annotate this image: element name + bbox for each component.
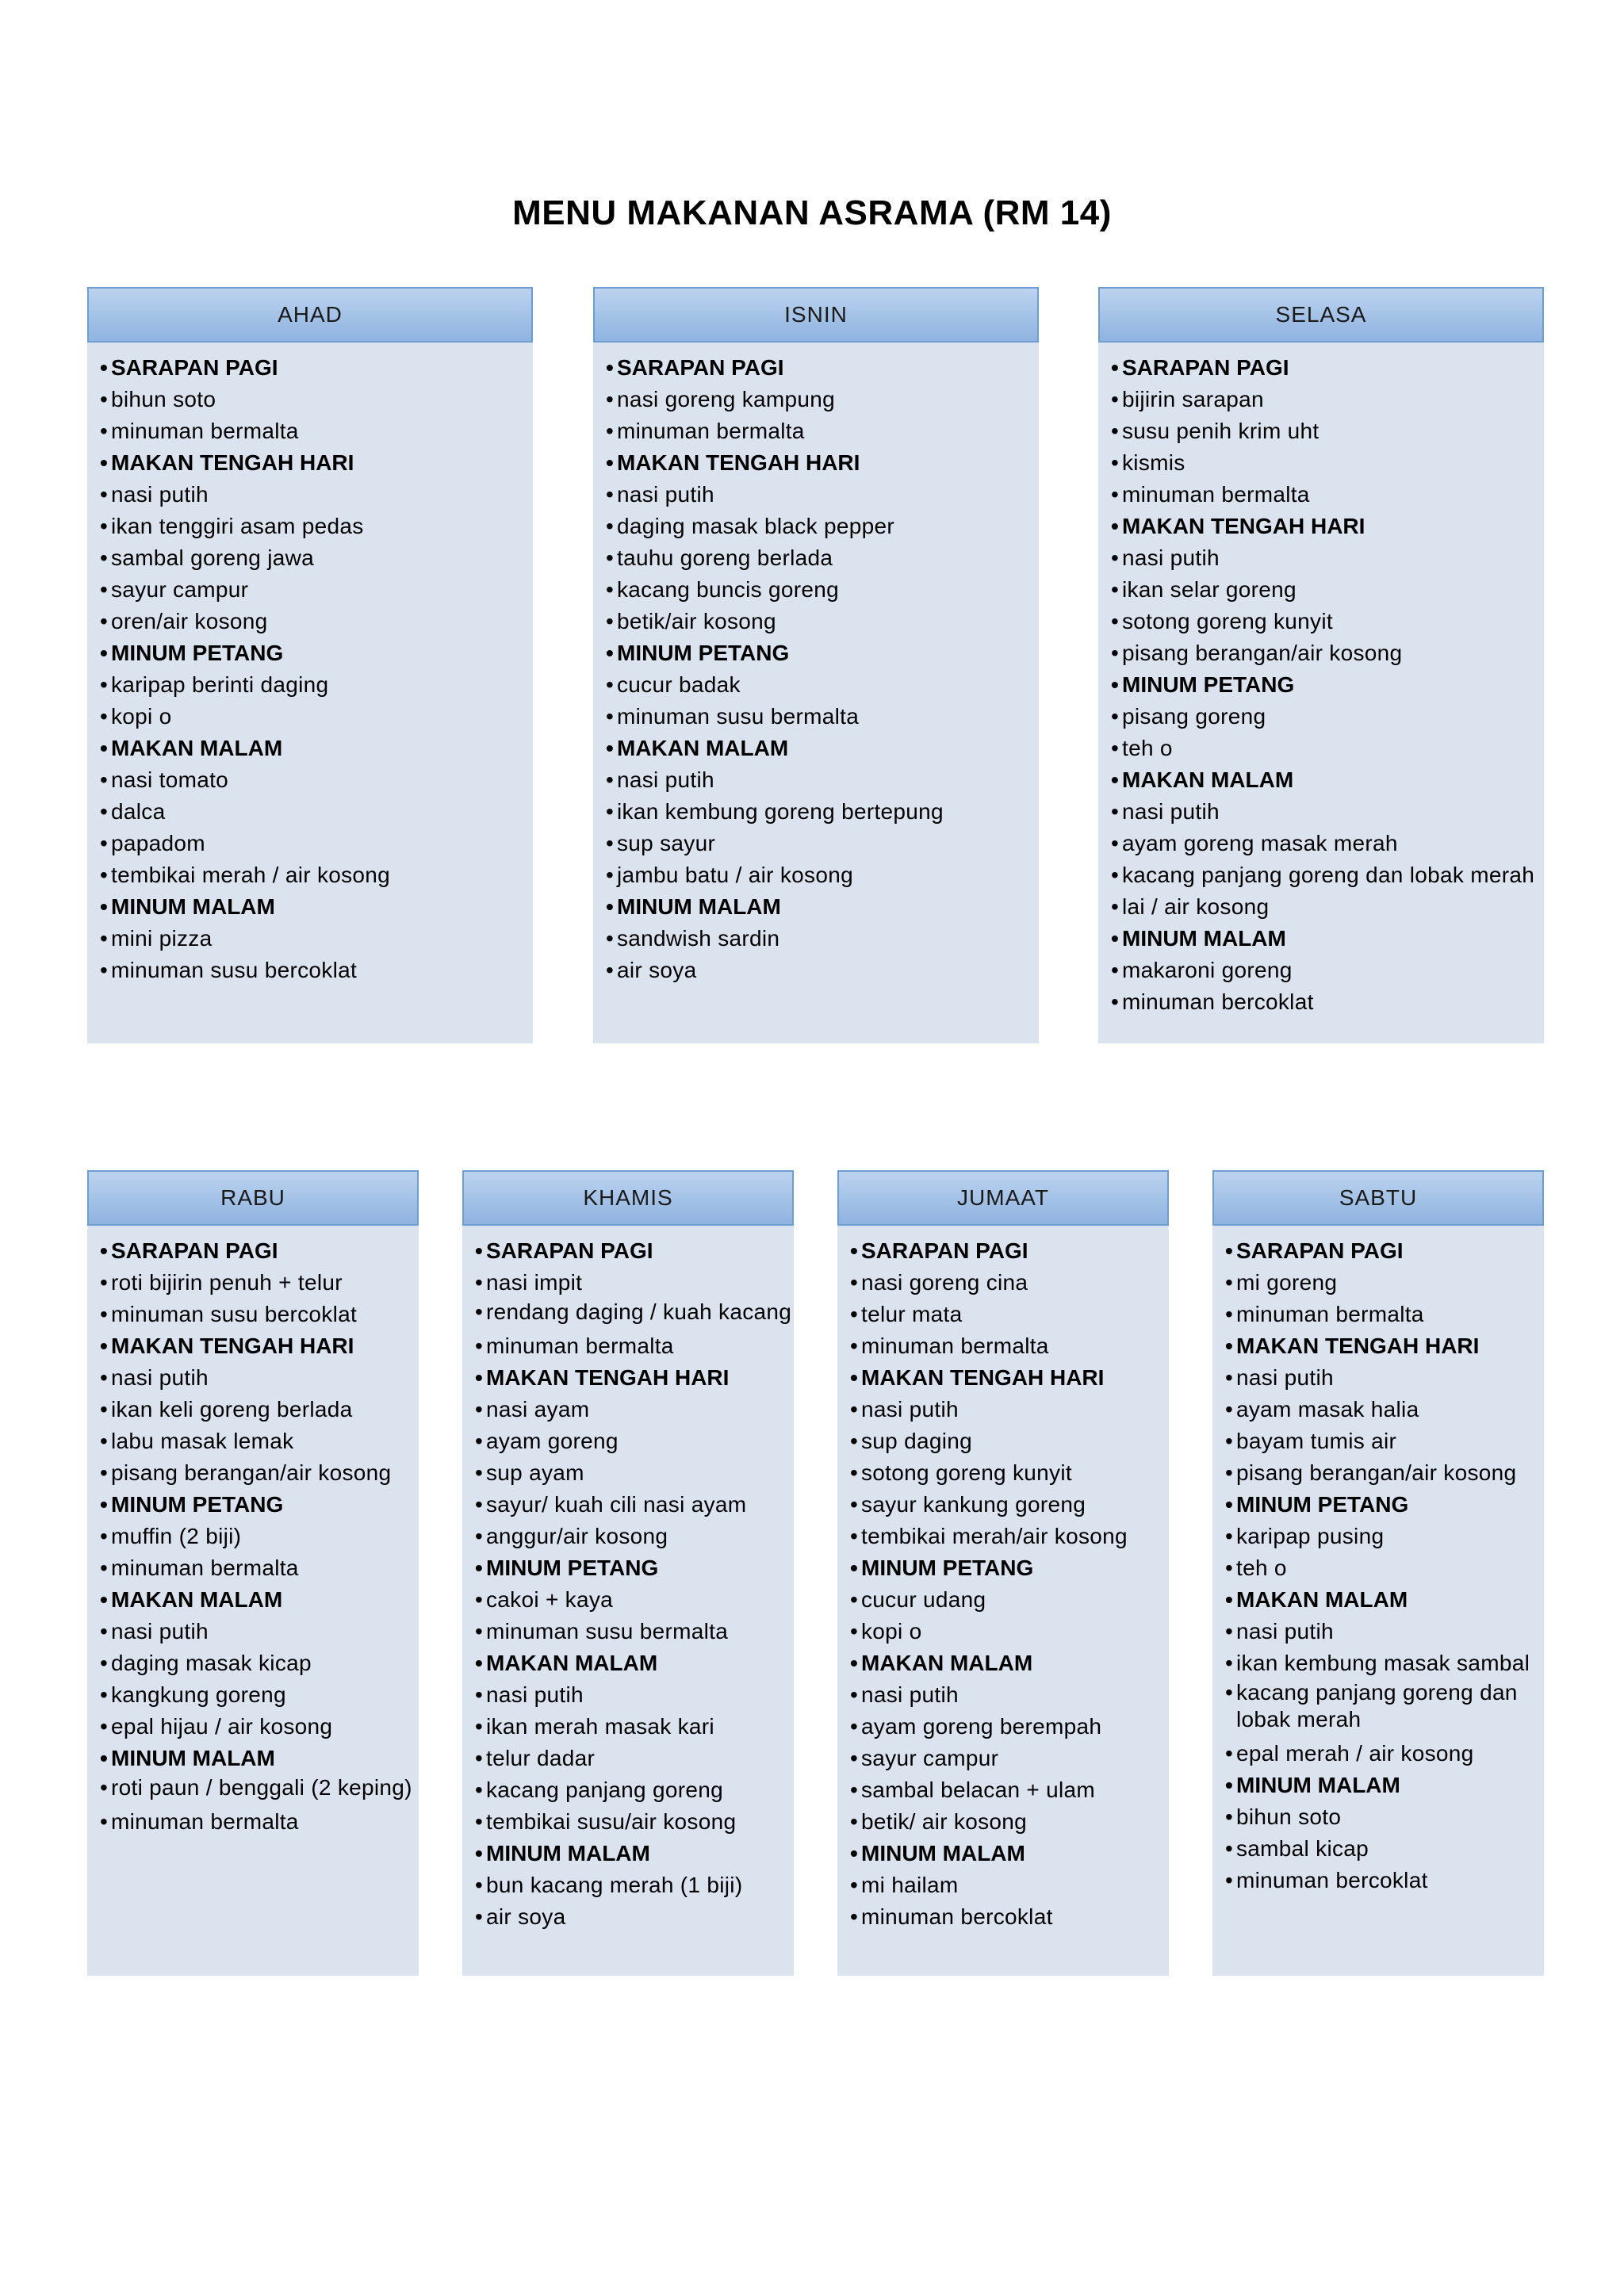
meal-section-heading: • SARAPAN PAGI — [606, 352, 1039, 384]
menu-item: • tauhu goreng berlada — [606, 542, 1039, 574]
menu-item: • pisang goreng — [1111, 701, 1544, 733]
menu-item: • nasi putih — [1225, 1616, 1544, 1647]
menu-item: • ayam goreng masak merah — [1111, 828, 1544, 859]
meal-section-heading: • MINUM PETANG — [100, 1489, 419, 1521]
menu-item: • ikan kembung masak sambal — [1225, 1647, 1544, 1679]
menu-item: • mi goreng — [1225, 1267, 1544, 1299]
menu-item: • telur mata — [850, 1299, 1169, 1330]
menu-item: • minuman bercoklat — [1225, 1865, 1544, 1896]
day-header-selasa: SELASA — [1098, 287, 1544, 342]
menu-item: • minuman susu bermalta — [475, 1616, 794, 1647]
menu-item: • minuman bermalta — [100, 1806, 419, 1838]
meal-section-heading: • MINUM MALAM — [1225, 1770, 1544, 1801]
menu-item: • minuman bermalta — [100, 1552, 419, 1584]
meal-section-heading: • MAKAN MALAM — [100, 733, 533, 764]
meal-section-heading: • MAKAN TENGAH HARI — [1111, 511, 1544, 542]
menu-item: • sotong goreng kunyit — [1111, 606, 1544, 637]
menu-item: • lai / air kosong — [1111, 891, 1544, 923]
menu-item: • sotong goreng kunyit — [850, 1457, 1169, 1489]
menu-item: • dalca — [100, 796, 533, 828]
menu-item: • minuman bermalta — [475, 1330, 794, 1362]
menu-item: • kangkung goreng — [100, 1679, 419, 1711]
menu-item: • nasi putih — [1111, 796, 1544, 828]
day-header-sabtu: SABTU — [1212, 1170, 1544, 1226]
menu-item: • mini pizza — [100, 923, 533, 955]
day-header-ahad: AHAD — [87, 287, 533, 342]
menu-item: • sup ayam — [475, 1457, 794, 1489]
menu-item: • kacang panjang goreng dan lobak merah — [1111, 859, 1544, 891]
menu-item: • kismis — [1111, 447, 1544, 479]
meal-section-heading: • SARAPAN PAGI — [1225, 1235, 1544, 1267]
menu-item: • nasi putih — [475, 1679, 794, 1711]
menu-item: • minuman bercoklat — [1111, 986, 1544, 1018]
day-header-isnin: ISNIN — [593, 287, 1039, 342]
menu-item: • ikan keli goreng berlada — [100, 1394, 419, 1425]
menu-list-khamis — [462, 1226, 794, 1933]
menu-item: • teh o — [1225, 1552, 1544, 1584]
menu-item: • karipap berinti daging — [100, 669, 533, 701]
menu-item: • tembikai susu/air kosong — [475, 1806, 794, 1838]
menu-item: • minuman bermalta — [606, 415, 1039, 447]
menu-item: • nasi putih — [100, 1616, 419, 1647]
menu-item: • ayam masak halia — [1225, 1394, 1544, 1425]
menu-item: • mi hailam — [850, 1869, 1169, 1901]
menu-item: • ikan merah masak kari — [475, 1711, 794, 1743]
meal-section-heading: • SARAPAN PAGI — [100, 352, 533, 384]
menu-list-jumaat — [837, 1226, 1169, 1933]
menu-item: • daging masak black pepper — [606, 511, 1039, 542]
meal-section-heading: • MINUM MALAM — [100, 891, 533, 923]
menu-item: • tembikai merah / air kosong — [100, 859, 533, 891]
menu-list-sabtu — [1212, 1226, 1544, 1896]
menu-item: • minuman susu bermalta — [606, 701, 1039, 733]
menu-item: • papadom — [100, 828, 533, 859]
menu-item: • kacang panjang goreng dan lobak merah — [1225, 1679, 1544, 1733]
menu-item: • nasi putih — [850, 1394, 1169, 1425]
menu-item: • kopi o — [100, 701, 533, 733]
menu-item: • bijirin sarapan — [1111, 384, 1544, 415]
menu-item: • cakoi + kaya — [475, 1584, 794, 1616]
meal-section-heading: • MINUM PETANG — [850, 1552, 1169, 1584]
day-card-selasa — [1098, 287, 1544, 1043]
menu-item: • ayam goreng berempah — [850, 1711, 1169, 1743]
menu-item: • air soya — [606, 955, 1039, 986]
menu-item: • nasi goreng kampung — [606, 384, 1039, 415]
meal-section-heading: • MAKAN MALAM — [606, 733, 1039, 764]
menu-item: • nasi putih — [850, 1679, 1169, 1711]
day-card-jumaat — [837, 1170, 1169, 1976]
day-header-jumaat: JUMAAT — [837, 1170, 1169, 1226]
day-card-khamis — [462, 1170, 794, 1976]
menu-item: • sup sayur — [606, 828, 1039, 859]
menu-item: • sup daging — [850, 1425, 1169, 1457]
menu-item: • tembikai merah/air kosong — [850, 1521, 1169, 1552]
page-title: MENU MAKANAN ASRAMA (RM 14) — [512, 193, 1112, 232]
meal-section-heading: • SARAPAN PAGI — [100, 1235, 419, 1267]
meal-section-heading: • MAKAN MALAM — [1111, 764, 1544, 796]
meal-section-heading: • MAKAN MALAM — [475, 1647, 794, 1679]
menu-item: • cucur badak — [606, 669, 1039, 701]
meal-section-heading: • MINUM MALAM — [100, 1743, 419, 1774]
day-card-rabu — [87, 1170, 419, 1976]
menu-item: • ikan tenggiri asam pedas — [100, 511, 533, 542]
meal-section-heading: • MAKAN TENGAH HARI — [475, 1362, 794, 1394]
menu-item: • kacang buncis goreng — [606, 574, 1039, 606]
meal-section-heading: • SARAPAN PAGI — [850, 1235, 1169, 1267]
menu-item: • sayur/ kuah cili nasi ayam — [475, 1489, 794, 1521]
menu-item: • nasi putih — [606, 479, 1039, 511]
menu-item: • nasi putih — [1111, 542, 1544, 574]
menu-item: • susu penih krim uht — [1111, 415, 1544, 447]
menu-item: • epal merah / air kosong — [1225, 1738, 1544, 1770]
day-card-isnin — [593, 287, 1039, 1043]
menu-item: • minuman bermalta — [100, 415, 533, 447]
meal-section-heading: • MINUM PETANG — [606, 637, 1039, 669]
menu-item: • ikan selar goreng — [1111, 574, 1544, 606]
menu-item: • nasi putih — [606, 764, 1039, 796]
menu-item: • epal hijau / air kosong — [100, 1711, 419, 1743]
menu-item: • sayur kankung goreng — [850, 1489, 1169, 1521]
menu-item: • karipap pusing — [1225, 1521, 1544, 1552]
menu-item: • minuman susu bercoklat — [100, 1299, 419, 1330]
meal-section-heading: • MAKAN TENGAH HARI — [100, 447, 533, 479]
meal-section-heading: • MINUM PETANG — [475, 1552, 794, 1584]
menu-list-ahad — [87, 342, 533, 986]
menu-item: • sandwish sardin — [606, 923, 1039, 955]
menu-item: • sayur campur — [100, 574, 533, 606]
menu-item: • rendang daging / kuah kacang — [475, 1299, 794, 1326]
menu-item: • sayur campur — [850, 1743, 1169, 1774]
menu-item: • telur dadar — [475, 1743, 794, 1774]
meal-section-heading: • MAKAN TENGAH HARI — [606, 447, 1039, 479]
menu-item: • nasi tomato — [100, 764, 533, 796]
meal-section-heading: • MAKAN TENGAH HARI — [100, 1330, 419, 1362]
menu-item: • minuman bermalta — [1225, 1299, 1544, 1330]
menu-item: • cucur udang — [850, 1584, 1169, 1616]
meal-section-heading: • MINUM PETANG — [1111, 669, 1544, 701]
meal-section-heading: • MAKAN MALAM — [1225, 1584, 1544, 1616]
menu-item: • nasi ayam — [475, 1394, 794, 1425]
meal-section-heading: • MINUM MALAM — [475, 1838, 794, 1869]
menu-item: • anggur/air kosong — [475, 1521, 794, 1552]
meal-section-heading: • MINUM MALAM — [606, 891, 1039, 923]
menu-item: • jambu batu / air kosong — [606, 859, 1039, 891]
menu-item: • sambal goreng jawa — [100, 542, 533, 574]
menu-item: • muffin (2 biji) — [100, 1521, 419, 1552]
day-header-khamis: KHAMIS — [462, 1170, 794, 1226]
menu-item: • daging masak kicap — [100, 1647, 419, 1679]
menu-item: • sambal kicap — [1225, 1833, 1544, 1865]
meal-section-heading: • MAKAN TENGAH HARI — [1225, 1330, 1544, 1362]
menu-item: • sambal belacan + ulam — [850, 1774, 1169, 1806]
meal-section-heading: • MINUM PETANG — [1225, 1489, 1544, 1521]
menu-item: • pisang berangan/air kosong — [1225, 1457, 1544, 1489]
meal-section-heading: • MAKAN TENGAH HARI — [850, 1362, 1169, 1394]
menu-item: • makaroni goreng — [1111, 955, 1544, 986]
menu-item: • betik/air kosong — [606, 606, 1039, 637]
menu-item: • bayam tumis air — [1225, 1425, 1544, 1457]
meal-section-heading: • MINUM MALAM — [1111, 923, 1544, 955]
meal-section-heading: • MINUM PETANG — [100, 637, 533, 669]
menu-item: • minuman susu bercoklat — [100, 955, 533, 986]
menu-item: • nasi putih — [100, 479, 533, 511]
menu-item: • pisang berangan/air kosong — [1111, 637, 1544, 669]
day-card-sabtu — [1212, 1170, 1544, 1976]
menu-item: • bihun soto — [1225, 1801, 1544, 1833]
menu-item: • nasi putih — [1225, 1362, 1544, 1394]
menu-list-rabu — [87, 1226, 419, 1838]
menu-list-isnin — [593, 342, 1039, 986]
menu-item: • teh o — [1111, 733, 1544, 764]
menu-list-selasa — [1098, 342, 1544, 1018]
meal-section-heading: • MINUM MALAM — [850, 1838, 1169, 1869]
menu-item: • ayam goreng — [475, 1425, 794, 1457]
menu-item: • bihun soto — [100, 384, 533, 415]
menu-item: • labu masak lemak — [100, 1425, 419, 1457]
meal-section-heading: • MAKAN MALAM — [100, 1584, 419, 1616]
menu-item: • air soya — [475, 1901, 794, 1933]
menu-item: • ikan kembung goreng bertepung — [606, 796, 1039, 828]
meal-section-heading: • MAKAN MALAM — [850, 1647, 1169, 1679]
day-card-ahad — [87, 287, 533, 1043]
menu-item: • nasi impit — [475, 1267, 794, 1299]
meal-section-heading: • SARAPAN PAGI — [475, 1235, 794, 1267]
menu-item: • nasi putih — [100, 1362, 419, 1394]
menu-item: • roti bijirin penuh + telur — [100, 1267, 419, 1299]
menu-item: • nasi goreng cina — [850, 1267, 1169, 1299]
menu-item: • minuman bercoklat — [850, 1901, 1169, 1933]
menu-item: • kopi o — [850, 1616, 1169, 1647]
menu-item: • minuman bermalta — [1111, 479, 1544, 511]
menu-item: • roti paun / benggali (2 keping) — [100, 1774, 419, 1801]
meal-section-heading: • SARAPAN PAGI — [1111, 352, 1544, 384]
menu-item: • kacang panjang goreng — [475, 1774, 794, 1806]
menu-item: • oren/air kosong — [100, 606, 533, 637]
day-header-rabu: RABU — [87, 1170, 419, 1226]
menu-item: • betik/ air kosong — [850, 1806, 1169, 1838]
menu-item: • minuman bermalta — [850, 1330, 1169, 1362]
menu-item: • pisang berangan/air kosong — [100, 1457, 419, 1489]
menu-item: • bun kacang merah (1 biji) — [475, 1869, 794, 1901]
